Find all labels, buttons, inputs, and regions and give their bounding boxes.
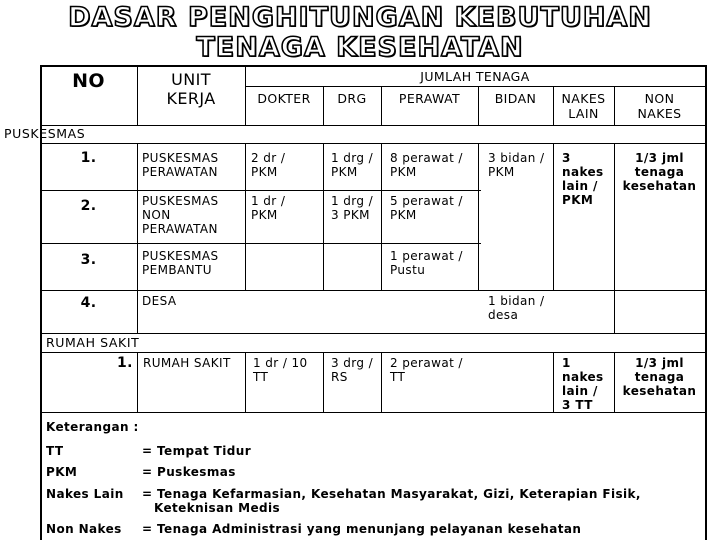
legend-term-tt: TT [46,444,64,458]
legend-def-nakes-lain [142,487,641,515]
row-2-unit-line-3: PERAWATAN [142,222,218,236]
rs-row-dokter [253,356,308,384]
row-1-dokter-line-1: 2 dr / [251,151,286,165]
legend-def-nakes-line-1: = Tenaga Kefarmasian, Kesehatan Masyarakat, Gizi, Keterapian Fisik, [142,487,641,501]
divider [40,333,707,334]
row-4-unit: DESA [142,294,177,308]
puskesmas-nakes-line-2: nakes [562,165,604,179]
row-2-perawat [390,194,463,222]
row-1-perawat [390,151,463,179]
row-1-drg [331,151,373,179]
row-2-unit [142,194,219,236]
puskesmas-non-line-3: kesehatan [622,179,697,193]
legend-def-non-nakes: = Tenaga Administrasi yang menunjang pelayanan kesehatan [142,522,582,536]
puskesmas-non-nakes [614,151,705,193]
rs-row-drg [331,356,373,384]
divider [40,412,707,413]
table-border-right [705,65,707,540]
row-3-perawat [390,249,463,277]
row-1-drg-line-2: PKM [331,165,358,179]
header-jumlah-tenaga: JUMLAH TENAGA [420,69,530,84]
rs-row-perawat [390,356,463,384]
row-2-perawat-line-1: 5 perawat / [390,194,463,208]
row-2-dokter [251,194,285,222]
rs-non-line-2: tenaga [634,370,685,384]
rs-perawat-line-1: 2 perawat / [390,356,463,370]
rs-nakes-line-3: lain / [562,384,598,398]
rs-perawat-line-2: TT [390,370,406,384]
header-unit-line-1: UNIT [171,70,211,89]
row-2-drg-line-1: 1 drg / [331,194,374,208]
rs-non-line-3: kesehatan [622,384,697,398]
divider [40,190,481,191]
legend-term-pkm: PKM [46,465,78,479]
divider [323,143,324,290]
row-1-dokter [251,151,285,179]
row-2-perawat-line-2: PKM [390,208,417,222]
row-1-perawat-line-2: PKM [390,165,417,179]
row-3-perawat-line-2: Pustu [390,263,426,277]
rs-nakes-line-2: nakes [562,370,604,384]
rs-nakes-line-4: 3 TT [562,398,593,412]
table-border-top [40,65,707,67]
row-2-unit-line-1: PUSKESMAS [142,194,219,208]
row-1-perawat-line-1: 8 perawat / [390,151,463,165]
rs-nakes-line-1: 1 [562,356,571,370]
header-drg: DRG [337,91,367,106]
row-2-unit-line-2: NON [142,208,171,222]
rs-row-nakes-lain [562,356,604,412]
section-rumah-sakit: RUMAH SAKIT [46,335,140,350]
row-4-bidan-line-1: 1 bidan / [488,294,545,308]
divider [137,352,138,412]
header-unit-kerja [137,70,245,108]
rs-dokter-line-2: TT [253,370,269,384]
puskesmas-nakes-line-1: 3 [562,151,571,165]
rs-row-non-nakes [614,356,705,398]
legend-def-tt: = Tempat Tidur [142,444,252,458]
row-2-drg-line-2: 3 PKM [331,208,370,222]
puskesmas-bidan [488,151,544,179]
row-4-bidan [488,294,544,322]
row-4-bidan-line-2: desa [488,308,519,322]
row-1-unit [142,151,219,179]
divider [323,352,324,412]
divider [245,352,246,412]
divider [137,143,138,333]
rs-drg-line-1: 3 drg / [331,356,374,370]
rs-row-unit: RUMAH SAKIT [143,356,231,370]
header-bidan: BIDAN [494,91,537,106]
page-title-line-1: DASAR PENGHITUNGAN KEBUTUHAN [68,2,652,33]
row-3-no: 3. [80,252,97,268]
puskesmas-nakes-line-4: PKM [562,193,594,207]
header-non-nakes [614,91,705,121]
row-4-no: 4. [80,295,97,311]
divider [381,143,382,290]
header-perawat: PERAWAT [398,91,461,106]
row-1-no: 1. [80,150,97,166]
divider [40,143,707,144]
header-unit-line-2: KERJA [166,89,216,108]
puskesmas-nakes-lain [562,151,604,207]
row-3-unit [142,249,219,277]
divider [553,143,554,290]
divider [245,143,246,290]
legend-def-pkm: = Puskesmas [142,465,236,479]
row-2-no: 2. [80,198,97,214]
row-1-drg-line-1: 1 drg / [331,151,374,165]
row-2-drg [331,194,373,222]
row-1-unit-line-1: PUSKESMAS [142,151,219,165]
divider [40,352,707,353]
row-2-dokter-line-1: 1 dr / [251,194,286,208]
puskesmas-bidan-line-2: PKM [488,165,515,179]
header-nakes-lain-line-1: NAKES [561,91,606,106]
rs-dokter-line-1: 1 dr / 10 [253,356,308,370]
header-non-nakes-line-1: NON [644,91,675,106]
legend-heading: Keterangan : [46,420,139,434]
legend-def-nakes-line-2: Keteknisan Medis [154,501,281,515]
header-nakes-lain [553,91,614,121]
rs-non-line-1: 1/3 jml [635,356,684,370]
divider [245,86,705,87]
header-dokter: DOKTER [257,91,311,106]
rs-drg-line-2: RS [331,370,348,384]
puskesmas-non-line-1: 1/3 jml [635,151,684,165]
divider [40,125,707,126]
row-3-unit-line-2: PEMBANTU [142,263,212,277]
row-3-unit-line-1: PUSKESMAS [142,249,219,263]
header-nakes-lain-line-2: LAIN [568,106,599,121]
divider [381,352,382,412]
header-no: NO [72,70,105,92]
row-3-perawat-line-1: 1 perawat / [390,249,463,263]
legend-term-nakes-lain: Nakes Lain [46,487,124,501]
divider [553,352,554,412]
puskesmas-non-line-2: tenaga [634,165,685,179]
divider [478,143,479,290]
page-title-line-2: TENAGA KESEHATAN [196,32,524,63]
row-2-dokter-line-2: PKM [251,208,278,222]
section-puskesmas: PUSKESMAS [4,126,86,141]
header-non-nakes-line-2: NAKES [637,106,682,121]
legend-term-non-nakes: Non Nakes [46,522,122,536]
puskesmas-bidan-line-1: 3 bidan / [488,151,545,165]
row-1-unit-line-2: PERAWATAN [142,165,218,179]
rs-row-no: 1. [117,355,133,371]
divider [40,243,481,244]
divider [40,290,707,291]
row-1-dokter-line-2: PKM [251,165,278,179]
puskesmas-nakes-line-3: lain / [562,179,598,193]
